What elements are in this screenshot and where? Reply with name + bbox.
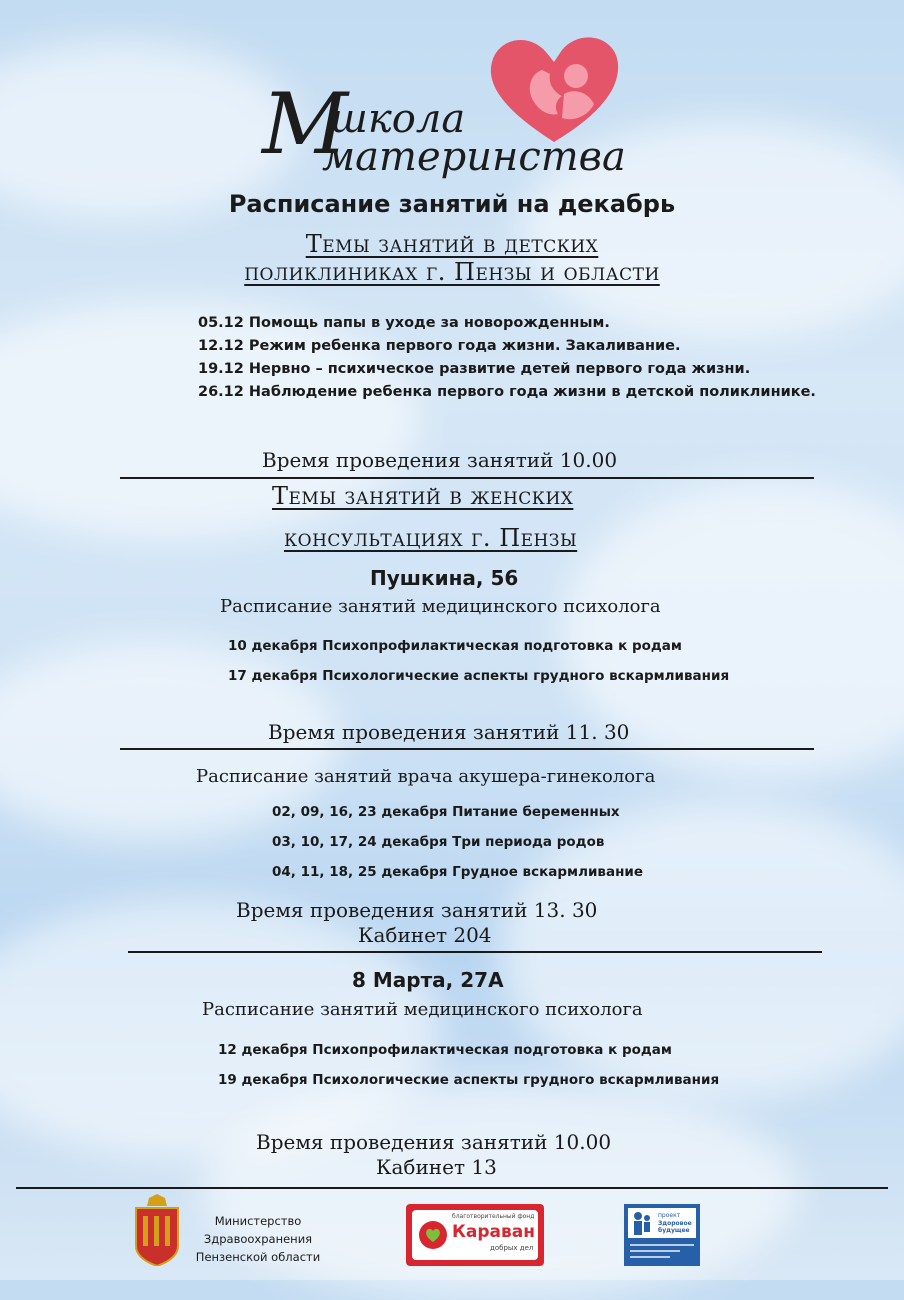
list-item: 03, 10, 17, 24 декабря Три периода родов — [272, 834, 605, 850]
karavan-logo — [406, 1204, 544, 1266]
section2-heading-line1: Темы занятий в женских — [272, 482, 574, 510]
heart-mother-child-icon — [484, 30, 624, 150]
list-item: 10 декабря Психопрофилактическая подготовка к родам — [228, 638, 682, 654]
location1-time: Время проведения занятий 11. 30 — [268, 720, 630, 744]
karavan-sub: добрых дел — [490, 1244, 534, 1252]
ministry-line3: Пензенской области — [195, 1250, 321, 1264]
penza-coat-of-arms — [132, 1194, 182, 1266]
list-item: 12 декабря Психопрофилактическая подготовка к родам — [218, 1042, 672, 1058]
list-item: 04, 11, 18, 25 декабря Грудное вскармливание — [272, 864, 644, 880]
page-title: Расписание занятий на декабрь — [228, 190, 676, 218]
section2-heading-line2: консультациях г. Пензы — [284, 524, 578, 552]
list-item: 19.12 Нервно – психическое развитие детей первого года жизни. — [198, 361, 751, 377]
section1-time: Время проведения занятий 10.00 — [262, 448, 618, 472]
location2-time: Время проведения занятий 10.00 — [256, 1130, 612, 1154]
ministry-line2: Здравоохранения — [203, 1232, 313, 1246]
location1-list2 — [272, 804, 643, 880]
section1-heading-line2: поликлиниках г. Пензы и области — [244, 258, 660, 286]
location2-room: Кабинет 13 — [376, 1155, 497, 1179]
list-item: 19 декабря Психологические аспекты грудного вскармливания — [218, 1072, 720, 1088]
coat-of-arms-icon — [132, 1194, 182, 1266]
list-item: 26.12 Наблюдение ребенка первого года жизни в детской поликлинике. — [198, 384, 816, 400]
section1-heading-line1: Темы занятий в детских — [305, 230, 599, 258]
footer-divider — [16, 1187, 888, 1189]
logo-line1: школа — [330, 96, 466, 142]
divider — [120, 748, 814, 750]
location1-subtitle: Расписание занятий медицинского психолога — [220, 596, 661, 617]
karavan-top-text: благотворительный фонд — [452, 1213, 535, 1220]
logo — [262, 30, 642, 180]
zdorovoe-budushchee-logo — [624, 1204, 700, 1266]
project-top-text: проект — [658, 1212, 681, 1219]
list-item: 17 декабря Психологические аспекты грудного вскармливания — [228, 668, 730, 684]
logo-line2: материнства — [322, 134, 626, 180]
location1-time2: Время проведения занятий 13. 30 — [236, 898, 598, 922]
section1-list — [198, 312, 816, 404]
karavan-heart-icon — [418, 1220, 448, 1250]
location2-subtitle: Расписание занятий медицинского психолога — [202, 999, 643, 1020]
list-item: 02, 09, 16, 23 декабря Питание беременных — [272, 804, 620, 820]
list-item: 05.12 Помощь папы в уходе за новорожденным. — [198, 315, 610, 331]
location1-address: Пушкина, 56 — [370, 566, 519, 590]
project-name: Здоровое будущее — [658, 1220, 692, 1234]
divider — [128, 951, 822, 953]
location2-address: 8 Марта, 27А — [352, 968, 504, 992]
location2-list — [218, 1042, 719, 1088]
location1-room2: Кабинет 204 — [358, 923, 492, 947]
divider — [120, 477, 814, 479]
logo-letter-m: М — [262, 75, 349, 173]
location1-list — [228, 638, 729, 684]
karavan-name: Караван — [452, 1222, 535, 1242]
ministry-line1: Министерство — [214, 1214, 302, 1228]
ministry-text — [190, 1212, 326, 1266]
list-item: 12.12 Режим ребенка первого года жизни. Закаливание. — [198, 338, 681, 354]
location1-subtitle2: Расписание занятий врача акушера-гинеколога — [196, 766, 656, 787]
family-icon — [630, 1210, 654, 1236]
